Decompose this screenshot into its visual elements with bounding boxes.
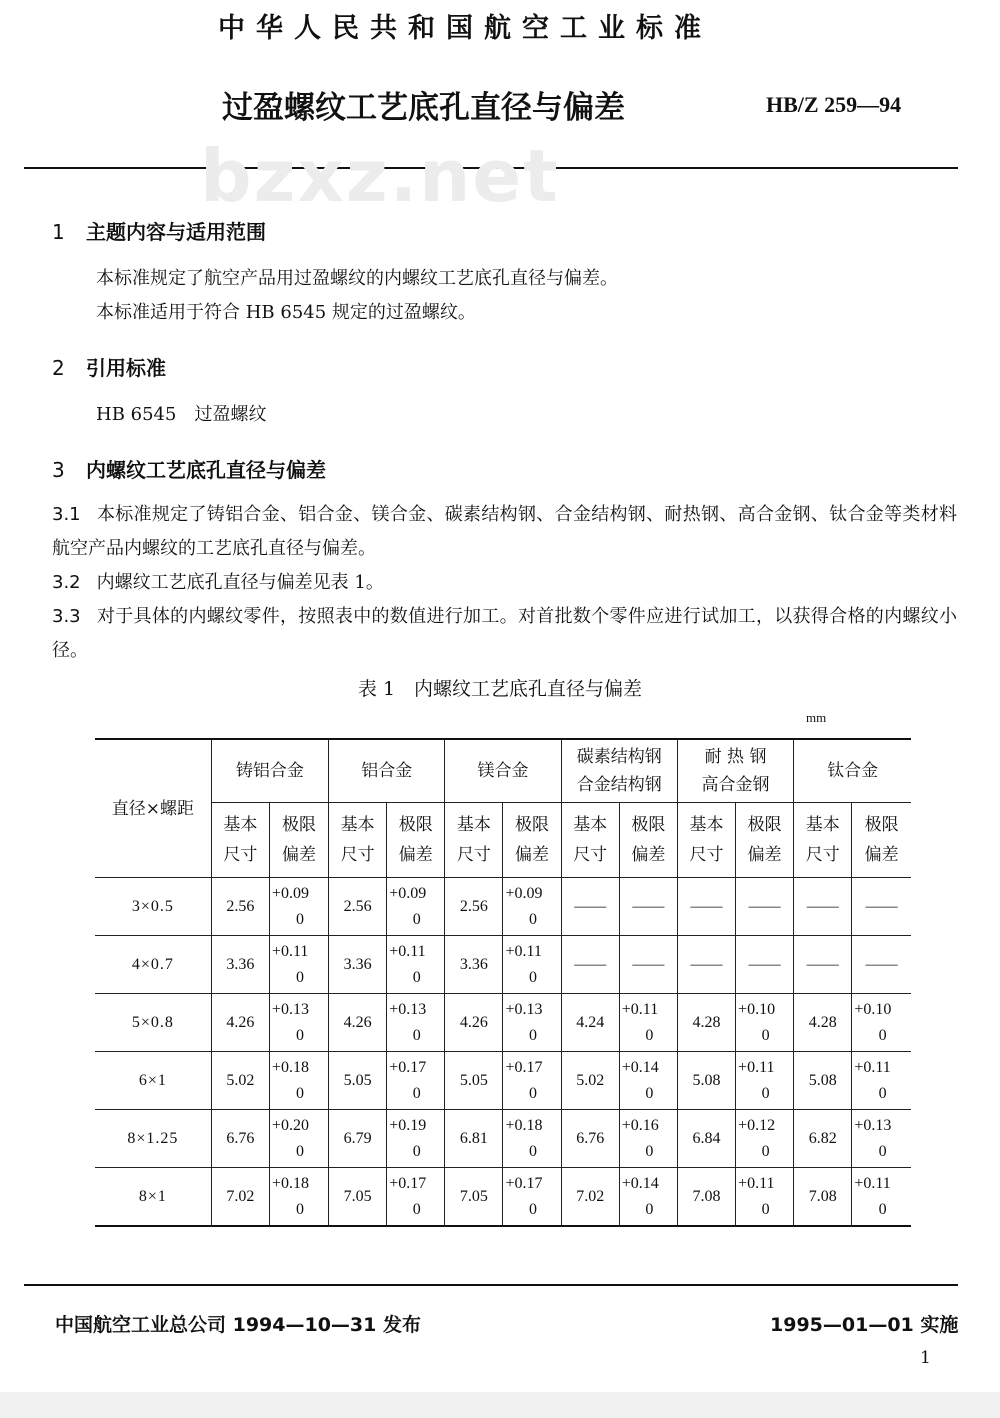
limit-deviation-header — [619, 803, 677, 878]
group-label: 钛合金 — [827, 761, 879, 781]
group-header — [445, 739, 561, 803]
limit-deviation-cell: —— — [736, 936, 794, 994]
limit-deviation-header — [503, 803, 561, 878]
document-title: 过盈螺纹工艺底孔直径与偏差 — [222, 90, 625, 126]
basic-size-cell: 4.26 — [211, 994, 269, 1052]
limit-deviation-header — [269, 803, 328, 878]
basic-size-cell: 5.02 — [211, 1052, 269, 1110]
upper-deviation: +0.17 — [389, 1174, 427, 1192]
basic-size-cell: 3.36 — [211, 936, 269, 994]
diameter-deviation-table — [95, 738, 911, 1227]
limit-deviation-header-line-2: 偏差 — [864, 845, 899, 865]
limit-deviation-header-line-1: 极限 — [864, 815, 899, 835]
limit-deviation-cell — [387, 878, 445, 936]
lower-deviation: 0 — [529, 968, 538, 986]
basic-size-header-line-1: 基本 — [805, 815, 840, 835]
basic-size-header — [561, 803, 619, 878]
limit-deviation-header — [387, 803, 445, 878]
upper-deviation: +0.11 — [738, 1174, 775, 1192]
basic-size-cell: 6.79 — [329, 1110, 387, 1168]
upper-deviation: +0.11 — [271, 942, 309, 960]
limit-deviation-cell — [852, 1052, 911, 1110]
header-organization: 中华人民共和国航空工业标准 — [218, 13, 712, 44]
clause-3-3-text: 对于具体的内螺纹零件，按照表中的数值进行加工。对首批数个零件应进行试加工，以获得合格的内螺纹小径。 — [52, 606, 957, 661]
basic-size-cell: 2.56 — [329, 878, 387, 936]
limit-deviation-cell — [387, 1052, 445, 1110]
limit-deviation-cell — [852, 1168, 911, 1227]
table-row — [95, 936, 911, 994]
clause-3-2 — [52, 566, 957, 600]
limit-deviation-cell — [852, 994, 911, 1052]
basic-size-cell: —— — [794, 878, 852, 936]
clause-3-1-number: 3.1 — [52, 504, 81, 525]
limit-deviation-cell — [269, 1110, 328, 1168]
group-header — [211, 739, 328, 803]
basic-size-cell: —— — [794, 936, 852, 994]
upper-deviation: +0.12 — [738, 1116, 776, 1134]
group-label: 镁合金 — [477, 761, 529, 781]
section-3-number: 3 — [52, 458, 65, 482]
basic-size-header-line-2: 尺寸 — [223, 845, 258, 865]
section-3-heading — [52, 454, 326, 483]
limit-deviation-header — [736, 803, 794, 878]
limit-deviation-cell — [736, 1052, 794, 1110]
thread-size-cell: 8×1.25 — [95, 1110, 211, 1168]
lower-deviation: 0 — [412, 968, 421, 986]
lower-deviation: 0 — [529, 1084, 538, 1102]
lower-deviation: 0 — [295, 1084, 304, 1102]
table-row — [95, 1110, 911, 1168]
basic-size-header — [329, 803, 387, 878]
basic-size-cell: 4.26 — [329, 994, 387, 1052]
upper-deviation: +0.09 — [389, 884, 427, 902]
bottom-strip — [0, 1392, 1000, 1418]
upper-deviation: +0.16 — [621, 1116, 659, 1134]
table-row — [95, 1168, 911, 1227]
group-label: 铝合金 — [361, 761, 413, 781]
group-header — [794, 739, 911, 803]
lower-deviation: 0 — [645, 1026, 654, 1044]
basic-size-cell: —— — [561, 936, 619, 994]
row-header-cell: 直径×螺距 — [95, 739, 211, 878]
lower-deviation: 0 — [412, 910, 421, 928]
lower-deviation: 0 — [761, 1026, 770, 1044]
basic-size-header-line-2: 尺寸 — [340, 845, 375, 865]
section-1-heading — [52, 216, 266, 245]
limit-deviation-cell — [619, 1052, 677, 1110]
basic-size-cell: 4.26 — [445, 994, 503, 1052]
lower-deviation: 0 — [412, 1142, 421, 1160]
limit-deviation-header-line-2: 偏差 — [515, 845, 550, 865]
limit-deviation-header-line-2: 偏差 — [631, 845, 666, 865]
limit-deviation-cell: —— — [619, 878, 677, 936]
limit-deviation-cell — [269, 994, 328, 1052]
thread-size-cell: 4×0.7 — [95, 936, 211, 994]
limit-deviation-cell — [736, 994, 794, 1052]
upper-deviation: +0.14 — [621, 1174, 659, 1192]
lower-deviation: 0 — [529, 1200, 538, 1218]
lower-deviation: 0 — [878, 1026, 887, 1044]
thread-size-cell: 3×0.5 — [95, 878, 211, 936]
basic-size-header — [211, 803, 269, 878]
limit-deviation-cell — [736, 1168, 794, 1227]
upper-deviation: +0.17 — [505, 1174, 543, 1192]
limit-deviation-cell — [619, 994, 677, 1052]
basic-size-cell: —— — [677, 936, 735, 994]
upper-deviation: +0.10 — [854, 1000, 892, 1018]
clause-3-2-text: 内螺纹工艺底孔直径与偏差见表 1。 — [96, 572, 384, 593]
table-unit: mm — [806, 710, 827, 725]
basic-size-cell: 5.05 — [329, 1052, 387, 1110]
basic-size-cell: 4.24 — [561, 994, 619, 1052]
basic-size-cell: 5.02 — [561, 1052, 619, 1110]
upper-deviation: +0.18 — [505, 1116, 543, 1134]
basic-size-cell: 3.36 — [445, 936, 503, 994]
lower-deviation: 0 — [295, 1026, 304, 1044]
section-1-number: 1 — [52, 220, 65, 244]
limit-deviation-header-line-1: 极限 — [515, 815, 550, 835]
thread-size-cell: 6×1 — [95, 1052, 211, 1110]
group-label: 耐 热 钢 — [704, 747, 767, 767]
basic-size-header-line-1: 基本 — [573, 815, 608, 835]
basic-size-cell: 7.05 — [329, 1168, 387, 1227]
group-header — [329, 739, 445, 803]
lower-deviation: 0 — [295, 1200, 304, 1218]
group-label: 铸铝合金 — [235, 761, 304, 781]
basic-size-cell: 7.05 — [445, 1168, 503, 1227]
basic-size-cell: 2.56 — [211, 878, 269, 936]
clause-3-3-number: 3.3 — [52, 606, 81, 627]
standard-code: HB/Z 259—94 — [766, 92, 902, 117]
upper-deviation: +0.09 — [271, 884, 309, 902]
limit-deviation-cell — [736, 1110, 794, 1168]
lower-deviation: 0 — [761, 1200, 770, 1218]
limit-deviation-header-line-2: 偏差 — [281, 845, 316, 865]
page-number: 1 — [920, 1348, 931, 1368]
basic-size-cell: 2.56 — [445, 878, 503, 936]
limit-deviation-header-line-1: 极限 — [747, 815, 782, 835]
lower-deviation: 0 — [878, 1142, 887, 1160]
basic-size-cell: 5.08 — [677, 1052, 735, 1110]
lower-deviation: 0 — [295, 1142, 304, 1160]
basic-size-cell: 7.02 — [561, 1168, 619, 1227]
table-row — [95, 1052, 911, 1110]
limit-deviation-header-line-2: 偏差 — [747, 845, 782, 865]
basic-size-cell: 6.84 — [677, 1110, 735, 1168]
limit-deviation-cell: —— — [852, 936, 911, 994]
upper-deviation: +0.11 — [505, 942, 542, 960]
basic-size-header-line-1: 基本 — [689, 815, 724, 835]
effective-date: 1995—01—01 实施 — [770, 1314, 959, 1336]
upper-deviation: +0.18 — [271, 1174, 309, 1192]
basic-size-cell: 7.08 — [677, 1168, 735, 1227]
basic-size-header — [794, 803, 852, 878]
limit-deviation-cell — [619, 1110, 677, 1168]
clause-3-1 — [52, 498, 957, 566]
watermark: bzxz.net — [200, 134, 560, 218]
basic-size-header-line-1: 基本 — [223, 815, 258, 835]
upper-deviation: +0.11 — [389, 942, 426, 960]
basic-size-cell: 4.28 — [677, 994, 735, 1052]
lower-deviation: 0 — [295, 968, 304, 986]
lower-deviation: 0 — [645, 1142, 654, 1160]
limit-deviation-cell — [387, 1168, 445, 1227]
upper-deviation: +0.13 — [854, 1116, 892, 1134]
upper-deviation: +0.11 — [738, 1058, 775, 1076]
upper-deviation: +0.11 — [854, 1058, 891, 1076]
basic-size-header-line-2: 尺寸 — [456, 845, 491, 865]
limit-deviation-cell — [269, 878, 328, 936]
basic-size-cell: 6.76 — [561, 1110, 619, 1168]
limit-deviation-cell — [387, 936, 445, 994]
thread-size-cell: 5×0.8 — [95, 994, 211, 1052]
section-1-paragraph-2: 本标准适用于符合 HB 6545 规定的过盈螺纹。 — [96, 302, 476, 323]
basic-size-header — [677, 803, 735, 878]
lower-deviation: 0 — [529, 1026, 538, 1044]
limit-deviation-cell — [503, 1110, 561, 1168]
basic-size-cell: 4.28 — [794, 994, 852, 1052]
table-row — [95, 878, 911, 936]
section-2-number: 2 — [52, 356, 65, 380]
basic-size-cell: 3.36 — [329, 936, 387, 994]
basic-size-cell: 5.05 — [445, 1052, 503, 1110]
basic-size-cell: 6.76 — [211, 1110, 269, 1168]
upper-deviation: +0.17 — [505, 1058, 543, 1076]
section-3-title: 内螺纹工艺底孔直径与偏差 — [86, 458, 326, 482]
group-header — [677, 739, 793, 803]
upper-deviation: +0.17 — [389, 1058, 427, 1076]
limit-deviation-header-line-2: 偏差 — [398, 845, 433, 865]
basic-size-cell: 7.02 — [211, 1168, 269, 1227]
group-header — [561, 739, 677, 803]
upper-deviation: +0.20 — [271, 1116, 309, 1134]
table-row — [95, 994, 911, 1052]
basic-size-header-line-2: 尺寸 — [573, 845, 608, 865]
basic-size-cell: 6.82 — [794, 1110, 852, 1168]
limit-deviation-cell — [503, 1052, 561, 1110]
upper-deviation: +0.13 — [271, 1000, 309, 1018]
basic-size-cell: —— — [561, 878, 619, 936]
clause-3-1-text: 本标准规定了铸铝合金、铝合金、镁合金、碳素结构钢、合金结构钢、耐热钢、高合金钢、钛合金等类材料航空产品内螺纹的工艺底孔直径与偏差。 — [52, 504, 957, 559]
basic-size-header-line-2: 尺寸 — [805, 845, 840, 865]
limit-deviation-cell — [503, 878, 561, 936]
upper-deviation: +0.09 — [505, 884, 543, 902]
group-label-line-2: 高合金钢 — [701, 775, 770, 795]
upper-deviation: +0.18 — [271, 1058, 309, 1076]
footer-rule — [24, 1284, 958, 1286]
upper-deviation: +0.19 — [389, 1116, 427, 1134]
limit-deviation-header-line-1: 极限 — [281, 815, 316, 835]
lower-deviation: 0 — [761, 1142, 770, 1160]
section-2-paragraph-1: HB 6545 过盈螺纹 — [96, 404, 267, 425]
limit-deviation-cell — [852, 1110, 911, 1168]
upper-deviation: +0.14 — [621, 1058, 659, 1076]
issue-date: 中国航空工业总公司 1994—10—31 发布 — [55, 1314, 421, 1336]
upper-deviation: +0.13 — [389, 1000, 427, 1018]
upper-deviation: +0.13 — [505, 1000, 543, 1018]
basic-size-header-line-1: 基本 — [456, 815, 491, 835]
upper-deviation: +0.11 — [854, 1174, 891, 1192]
limit-deviation-cell: —— — [736, 878, 794, 936]
lower-deviation: 0 — [412, 1200, 421, 1218]
limit-deviation-cell: —— — [852, 878, 911, 936]
section-1-title: 主题内容与适用范围 — [86, 220, 266, 244]
limit-deviation-cell — [269, 936, 328, 994]
section-2-heading — [52, 352, 166, 381]
basic-size-cell: —— — [677, 878, 735, 936]
upper-deviation: +0.11 — [621, 1000, 659, 1018]
limit-deviation-cell: —— — [619, 936, 677, 994]
lower-deviation: 0 — [412, 1026, 421, 1044]
basic-size-header-line-2: 尺寸 — [689, 845, 724, 865]
lower-deviation: 0 — [529, 1142, 538, 1160]
limit-deviation-header-line-1: 极限 — [631, 815, 666, 835]
thread-size-cell: 8×1 — [95, 1168, 211, 1227]
limit-deviation-cell — [269, 1168, 328, 1227]
clause-3-3 — [52, 600, 957, 668]
basic-size-cell: 7.08 — [794, 1168, 852, 1227]
limit-deviation-cell — [387, 1110, 445, 1168]
lower-deviation: 0 — [645, 1200, 654, 1218]
section-2-title: 引用标准 — [86, 356, 166, 380]
limit-deviation-cell — [503, 994, 561, 1052]
lower-deviation: 0 — [878, 1200, 887, 1218]
lower-deviation: 0 — [412, 1084, 421, 1102]
lower-deviation: 0 — [761, 1084, 770, 1102]
basic-size-header — [445, 803, 503, 878]
table-caption: 表 1 内螺纹工艺底孔直径与偏差 — [357, 678, 643, 700]
lower-deviation: 0 — [878, 1084, 887, 1102]
limit-deviation-header — [852, 803, 911, 878]
section-1-paragraph-1: 本标准规定了航空产品用过盈螺纹的内螺纹工艺底孔直径与偏差。 — [96, 268, 618, 289]
basic-size-cell: 5.08 — [794, 1052, 852, 1110]
basic-size-header-line-1: 基本 — [340, 815, 375, 835]
limit-deviation-cell — [387, 994, 445, 1052]
basic-size-cell: 6.81 — [445, 1110, 503, 1168]
group-label: 碳素结构钢 — [576, 747, 662, 767]
lower-deviation: 0 — [645, 1084, 654, 1102]
limit-deviation-header-line-1: 极限 — [398, 815, 433, 835]
clause-3-2-number: 3.2 — [52, 572, 81, 593]
limit-deviation-cell — [503, 1168, 561, 1227]
group-label-line-2: 合金结构钢 — [576, 775, 662, 795]
limit-deviation-cell — [619, 1168, 677, 1227]
lower-deviation: 0 — [295, 910, 304, 928]
limit-deviation-cell — [503, 936, 561, 994]
limit-deviation-cell — [269, 1052, 328, 1110]
lower-deviation: 0 — [529, 910, 538, 928]
upper-deviation: +0.10 — [738, 1000, 776, 1018]
